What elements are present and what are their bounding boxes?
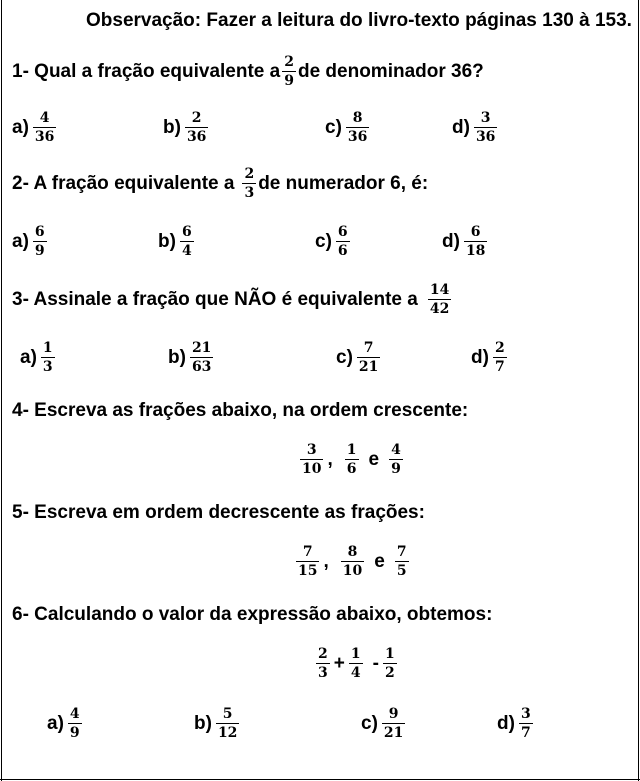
q1-prefix: 1- Qual a fração equivalente a <box>12 60 281 82</box>
page-border-bottom <box>0 779 640 780</box>
q2-fraction: $\frac{2}{3}$ <box>244 166 255 201</box>
q6-option-d[interactable]: d) $\frac{3}{7}$ <box>497 706 531 741</box>
q1-suffix: de denominador 36? <box>297 60 484 82</box>
q1-option-d[interactable]: d) $\frac{3}{36}$ <box>452 110 496 145</box>
question-1 <box>12 54 484 89</box>
q3-fraction: $\frac{14}{42}$ <box>429 282 450 317</box>
q6-option-c[interactable]: c) $\frac{9}{21}$ <box>361 706 404 741</box>
q1-option-c[interactable]: c) $\frac{8}{36}$ <box>325 110 368 145</box>
question-3 <box>12 282 453 317</box>
q1-option-b[interactable]: b) $\frac{2}{36}$ <box>163 110 207 145</box>
page-border-left <box>1 0 2 781</box>
q6-option-b[interactable]: b) $\frac{5}{12}$ <box>194 706 238 741</box>
question-6: 6- Calculando o valor da expressão abaixo, obtemos: <box>12 604 493 625</box>
question-5: 5- Escreva em ordem decrescente as frações: <box>12 502 425 523</box>
q3-option-d[interactable]: d) $\frac{2}{7}$ <box>471 340 505 375</box>
q3-option-a[interactable]: a) $\frac{1}{3}$ <box>20 340 53 375</box>
q2-option-b[interactable]: b) $\frac{6}{4}$ <box>158 224 192 259</box>
q5-fractions: $\frac{7}{15}$ , $\frac{8}{10}$ e $\frac{7}{5}$ <box>298 544 407 579</box>
q4-fractions: $\frac{3}{10}$ , $\frac{1}{6}$ e $\frac{4}{9}$ <box>302 442 401 477</box>
page-border-right <box>638 0 639 781</box>
q2-prefix: 2- A fração equivalente a <box>12 172 235 194</box>
q3-option-c[interactable]: c) $\frac{7}{21}$ <box>336 340 379 375</box>
observation-note: Observação: Fazer a leitura do livro-texto páginas 130 à 153. <box>86 10 632 31</box>
q1-fraction: $\frac{2}{9}$ <box>284 54 294 89</box>
q2-option-d[interactable]: d) $\frac{6}{18}$ <box>442 224 486 259</box>
q6-option-a[interactable]: a) $\frac{4}{9}$ <box>47 706 80 741</box>
q3-prefix: 3- Assinale a fração que NÃO é equivalente a <box>12 288 418 310</box>
q2-option-a[interactable]: a) $\frac{6}{9}$ <box>12 224 45 259</box>
q1-option-a[interactable]: a) $\frac{4}{36}$ <box>12 110 55 145</box>
question-2 <box>12 166 428 201</box>
q2-suffix: de numerador 6, é: <box>258 172 429 194</box>
question-4: 4- Escreva as frações abaixo, na ordem crescente: <box>12 400 469 421</box>
q6-expression: $\frac{2}{3}$ + $\frac{1}{4}$ - $\frac{1}{2}$ <box>318 646 395 681</box>
q3-option-b[interactable]: b) $\frac{21}{63}$ <box>168 340 212 375</box>
q2-option-c[interactable]: c) $\frac{6}{6}$ <box>315 224 348 259</box>
